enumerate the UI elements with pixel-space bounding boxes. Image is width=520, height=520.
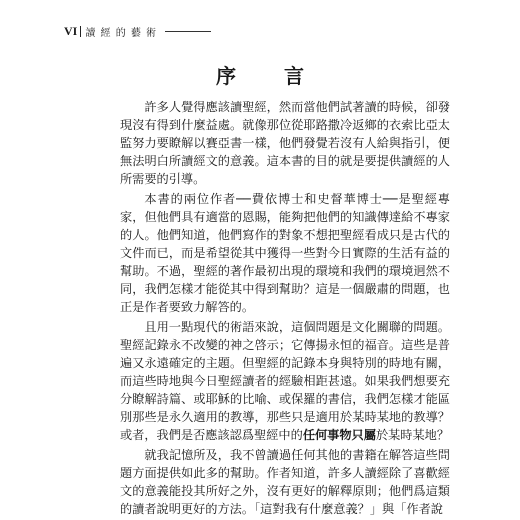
page-title: 序 言 — [216, 64, 318, 88]
paragraph: 就我記憶所及，我不曾讀過任何其他的書籍在解答這些問題方面提供如此多的幫助。作者知道，許多人讀經除了喜歡經文的意義能投其所好之外，沒有更好的解釋原則；他們爲這類的讀者說明更好的方法。「這對我有什麼意義？」與「作者說 — [120, 448, 450, 516]
paragraph: 許多人覺得應該讀聖經，然而當他們試著讀的時候，卻發現沒有得到什麼益處。就像那位從耶路撒冷返鄉的衣索比亞太監努力要瞭解以賽亞書一樣，他們發覺若沒有人給與指引，便無法明白所讀經文的意義。這本書的目的就是要提供讀經的人所需要的引導。 — [120, 100, 450, 186]
book-title: 讀 經 的 藝 術 — [85, 27, 158, 39]
running-head — [64, 22, 244, 40]
preface-body — [120, 98, 450, 520]
paragraph-text: 於某時某地？ — [375, 428, 450, 442]
running-head-divider — [80, 26, 81, 37]
paragraph: 本書的兩位作者──費依博士和史督華博士──是聖經專家，但他們具有適當的恩賜，能夠把他們的知識傳達給不專家的人。他們知道，他們寫作的對象不想把聖經看成只是古代的文件而已，而是希望從其中獲得一些對今日實際的生活有益的幫助。不過，聖經的著作最初出現的環境和我們的環境迥然不同，我們怎樣才能從其中得到幫助？這是一個嚴肅的問題，也正是作者要致力解答的。 — [120, 192, 450, 314]
running-head-rule — [165, 31, 211, 32]
emphasized-text: 任何事物只屬 — [302, 428, 376, 442]
paragraph — [120, 318, 450, 444]
page-number: VI — [64, 23, 78, 38]
paragraph-text: 且用一點現代的術語來說，這個問題是文化關聯的問題。聖經記錄永不改變的神之啓示；它傳揚永恒的福音。這些是普遍又永遠確定的主題。但聖經的記錄本身與特別的時地有關，而這些時地與今日聖經讀者的經驗相距甚遠。如果我們想要充分瞭解詩篇、或耶穌的比喻、或保羅的書信，我們怎樣才能區別那些是永久適用的教導，那些只是適用於某時某地的教導？或者，我們是否應該認爲聖經中的 — [120, 320, 450, 442]
